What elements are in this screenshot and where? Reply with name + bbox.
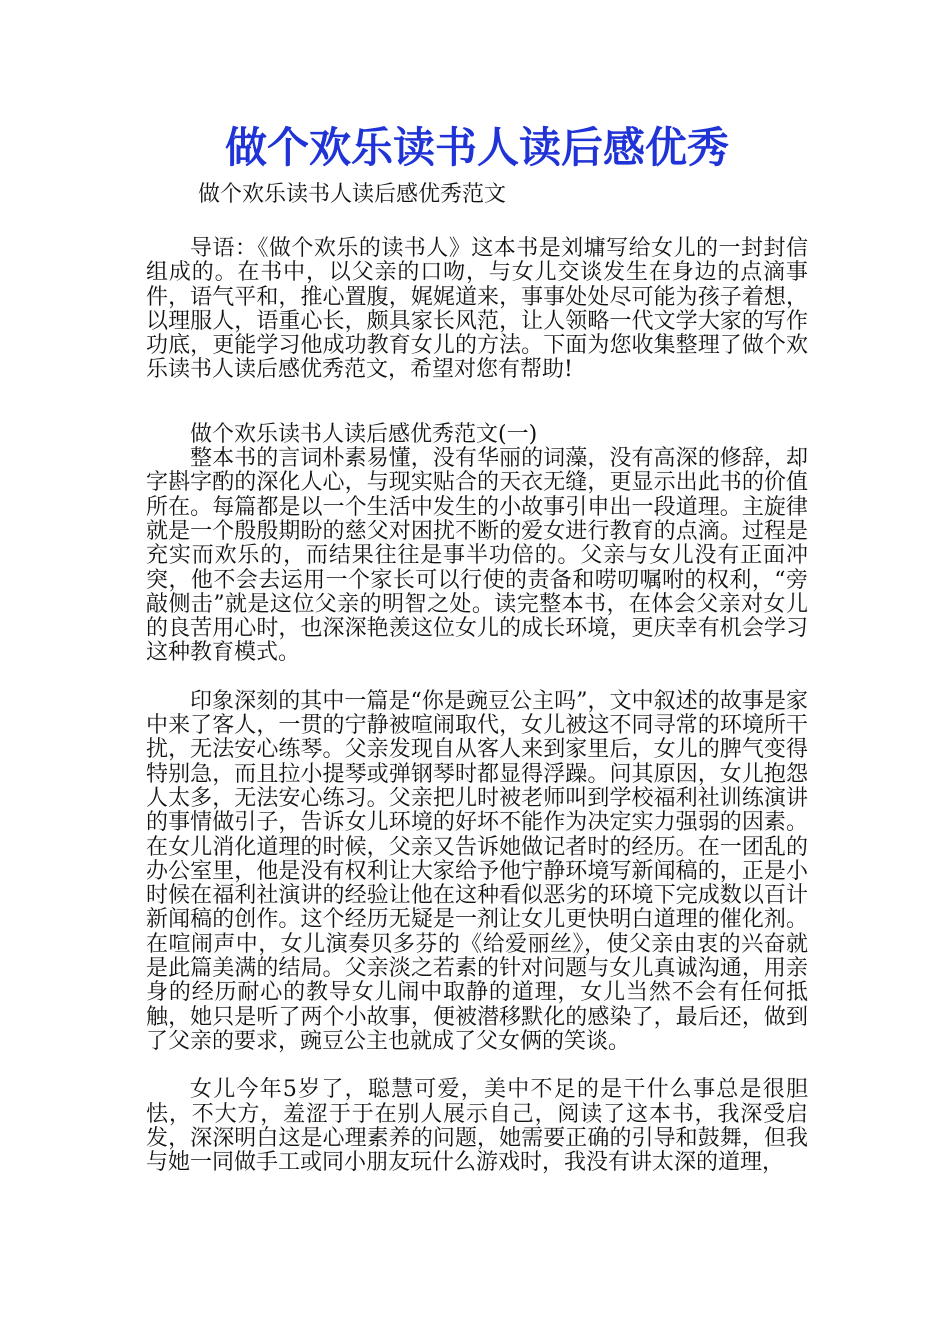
section-heading: 做个欢乐读书人读后感优秀范文(一) [190, 421, 538, 447]
body-paragraph-1: 整本书的言词朴素易懂，没有华丽的词藻，没有高深的修辞，却字斟字酌的深化人心，与现实贴合的天衣无缝，更显示出此书的价值所在。每篇都是以一个生活中发生的小故事引申出一段道理。主旋律就是一个殷殷期盼的慈父对困扰不断的爱女进行教育的点滴。过程是充实而欢乐的，而结果往往是事半功倍的。父亲与女儿没有正面冲突，他不会去运用一个家长可以行使的责备和唠叨嘱咐的权利，“旁敲侧击”就是这位父亲的明智之处。读完整本书，在体会父亲对女儿的良苦用心时，也深深艳羡这位女儿的成长环境，更庆幸有机会学习这种教育模式。 [146, 446, 808, 666]
document-page [146, 118, 808, 1175]
spacer [146, 1054, 808, 1078]
body-paragraph-2: 印象深刻的其中一篇是“你是豌豆公主吗”，文中叙述的故事是家中来了客人，一贯的宁静被喧闹取代，女儿被这不同寻常的环境所干扰，无法安心练琴。父亲发现自从客人来到家里后，女儿的脾气变得特别急，而且拉小提琴或弹钢琴时都显得浮躁。问其原因，女儿抱怨人太多，无法安心练习。父亲把儿时被老师叫到学校福利社训练演讲的事情做引子，告诉女儿环境的好坏不能作为决定实力强弱的因素。在女儿消化道理的时候，父亲又告诉她做记者时的经历。在一团乱的办公室里，他是没有权利让大家给予他宁静环境写新闻稿的，正是小时候在福利社演讲的经验让他在这种看似恶劣的环境下完成数以百计新闻稿的创作。这个经历无疑是一剂让女儿更快明白道理的催化剂。在喧闹声中，女儿演奏贝多芬的《给爱丽丝》，使父亲由衷的兴奋就是此篇美满的结局。父亲淡之若素的针对问题与女儿真诚沟通，用亲身的经历耐心的教导女儿闹中取静的道理，女儿当然不会有任何抵触，她只是听了两个小故事，便被潜移默化的感染了，最后还，做到了父亲的要求，豌豆公主也就成了父女俩的笑谈。 [146, 688, 808, 1054]
document-subtitle: 做个欢乐读书人读后感优秀范文 [198, 182, 507, 207]
body-paragraph-3: 女儿今年5岁了，聪慧可爱，美中不足的是干什么事总是很胆怯，不大方，羞涩于于在别人展示自己，阅读了这本书，我深受启发，深深明白这是心理素养的问题，她需要正确的引导和鼓舞，但我与她一同做手工或同小朋友玩什么游戏时，我没有讲太深的道理， [146, 1077, 808, 1176]
spacer [146, 666, 808, 690]
document-title: 做个欢乐读书人读后感优秀 [224, 123, 729, 172]
intro-paragraph: 导语：《做个欢乐的读书人》这本书是刘墉写给女儿的一封封信组成的。在书中，以父亲的口吻，与女儿交谈发生在身边的点滴事件，语气平和，推心置腹，娓娓道来，事事处处尽可能为孩子着想，以理服人，语重心长，颇具家长风范，让人领略一代文学大家的写作功底，更能学习他成功教育女儿的方法。下面为您收集整理了做个欢乐读书人读后感优秀范文，希望对您有帮助! [146, 236, 808, 383]
spacer [146, 383, 808, 423]
spacer [146, 210, 808, 237]
